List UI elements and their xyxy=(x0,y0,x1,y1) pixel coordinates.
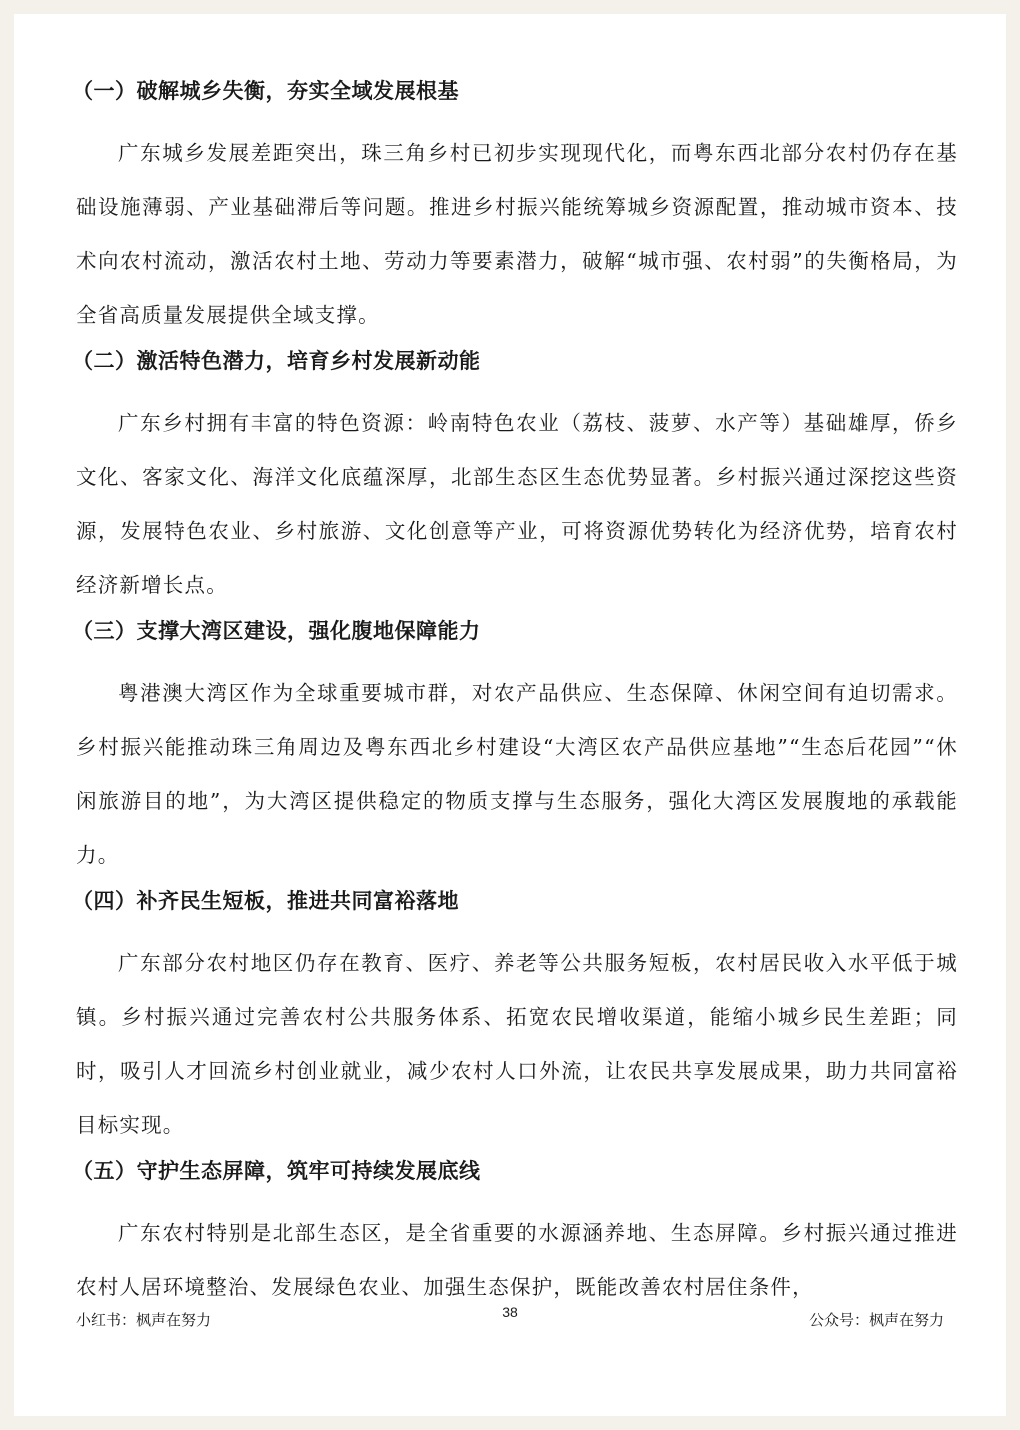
section-heading: （五）守护生态屏障，筑牢可持续发展底线 xyxy=(72,1159,481,1183)
section-paragraph: 广东城乡发展差距突出，珠三角乡村已初步实现现代化，而粤东西北部分农村仍存在基础设施薄弱、产业基础滞后等问题。推进乡村振兴能统筹城乡资源配置，推动城市资本、技术向农村流动，激活农村土地、劳动力等要素潜力，破解“城市强、农村弱”的失衡格局，为全省高质量发展提供全域支撑。 xyxy=(76,141,958,327)
section-paragraph: 广东乡村拥有丰富的特色资源：岭南特色农业（荔枝、菠萝、水产等）基础雄厚，侨乡文化、客家文化、海洋文化底蕴深厚，北部生态区生态优势显著。乡村振兴通过深挖这些资源，发展特色农业、乡村旅游、文化创意等产业，可将资源优势转化为经济优势，培育农村经济新增长点。 xyxy=(76,411,958,597)
footer-left-text: 小红书：枫声在努力 xyxy=(76,1311,212,1329)
page-content xyxy=(72,74,958,1316)
section-heading: （三）支撑大湾区建设，强化腹地保障能力 xyxy=(72,619,481,643)
section-paragraph: 粤港澳大湾区作为全球重要城市群，对农产品供应、生态保障、休闲空间有迫切需求。乡村振兴能推动珠三角周边及粤东西北乡村建设“大湾区农产品供应基地”“生态后花园”“休闲旅游目的地”，为大湾区提供稳定的物质支撑与生态服务，强化大湾区发展腹地的承载能力。 xyxy=(76,681,958,867)
footer-right-text: 公众号：枫声在努力 xyxy=(808,1311,944,1329)
section-5 xyxy=(72,1154,958,1314)
section-heading: （二）激活特色潜力，培育乡村发展新动能 xyxy=(72,349,481,373)
section-heading: （一）破解城乡失衡，夯实全域发展根基 xyxy=(72,79,459,103)
section-4 xyxy=(72,884,958,1152)
section-paragraph: 广东农村特别是北部生态区，是全省重要的水源涵养地、生态屏障。乡村振兴通过推进农村人居环境整治、发展绿色农业、加强生态保护，既能改善农村居住条件， xyxy=(76,1221,958,1299)
page-number: 38 xyxy=(502,1304,518,1320)
section-heading: （四）补齐民生短板，推进共同富裕落地 xyxy=(72,889,459,913)
section-1 xyxy=(72,74,958,342)
section-2 xyxy=(72,344,958,612)
section-3 xyxy=(72,614,958,882)
document-page xyxy=(14,14,1006,1416)
section-paragraph: 广东部分农村地区仍存在教育、医疗、养老等公共服务短板，农村居民收入水平低于城镇。乡村振兴通过完善农村公共服务体系、拓宽农民增收渠道，能缩小城乡民生差距；同时，吸引人才回流乡村创业就业，减少农村人口外流，让农民共享发展成果，助力共同富裕目标实现。 xyxy=(76,951,958,1137)
